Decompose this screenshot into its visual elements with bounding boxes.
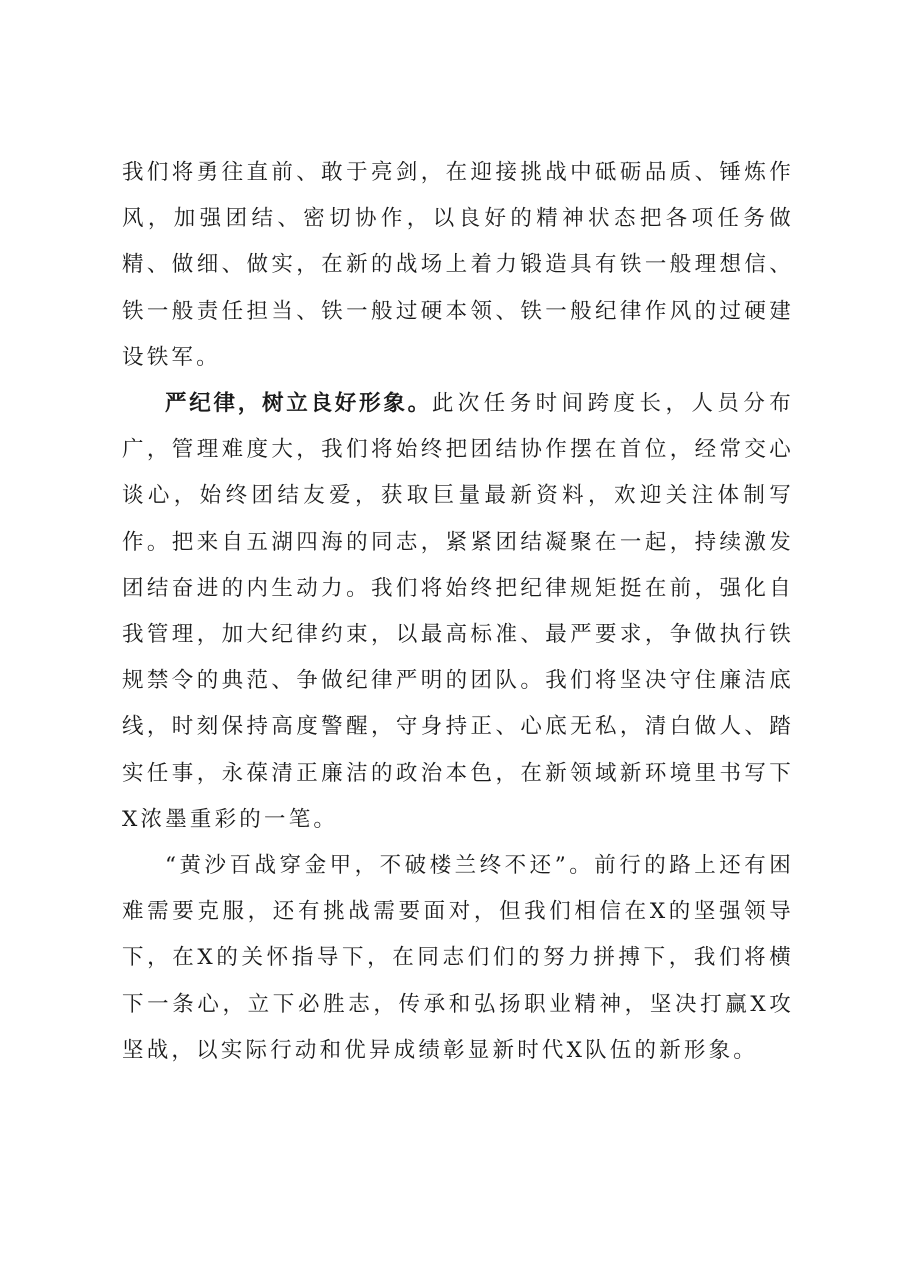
paragraph-closing: [122, 843, 794, 1074]
paragraph-text: 我们将勇往直前、敢于亮剑，在迎接挑战中砥砺品质、锤炼作风，加强团结、密切协作，以良好的精神状态把各项任务做精、做细、做实，在新的战场上着力锻造具有铁一般理想信、铁一般责任担当、铁一般过硬本领、铁一般纪律作风的过硬建设铁军。: [122, 160, 794, 370]
document-page: [122, 150, 794, 1074]
paragraph-lead-heading: 严纪律，树立良好形象。: [165, 391, 432, 417]
paragraph-text: 此次任务时间跨度长，人员分布广，管理难度大，我们将始终把团结协作摆在首位，经常交心谈心，始终团结友爱，获取巨量最新资料，欢迎关注体制写作。把来自五湖四海的同志，紧紧团结凝聚在一起，持续激发团结奋进的内生动力。我们将始终把纪律规矩挺在前，强化自我管理，加大纪律约束，以最高标准、最严要求，争做执行铁规禁令的典范、争做纪律严明的团队。我们将坚决守住廉洁底线，时刻保持高度警醒，守身持正、心底无私，清白做人、踏实任事，永葆清正廉洁的政治本色，在新领域新环境里书写下X浓墨重彩的一笔。: [122, 391, 794, 832]
paragraph-text: “黄沙百战穿金甲，不破楼兰终不还”。前行的路上还有困难需要克服，还有挑战需要面对，但我们相信在X的坚强领导下，在X的关怀指导下，在同志们们的努力拼搏下，我们将横下一条心，立下必胜志，传承和弘扬职业精神，坚决打赢X攻坚战，以实际行动和优异成绩彰显新时代X队伍的新形象。: [122, 853, 794, 1063]
paragraph-discipline: [122, 381, 794, 843]
paragraph-continuation: [122, 150, 794, 381]
